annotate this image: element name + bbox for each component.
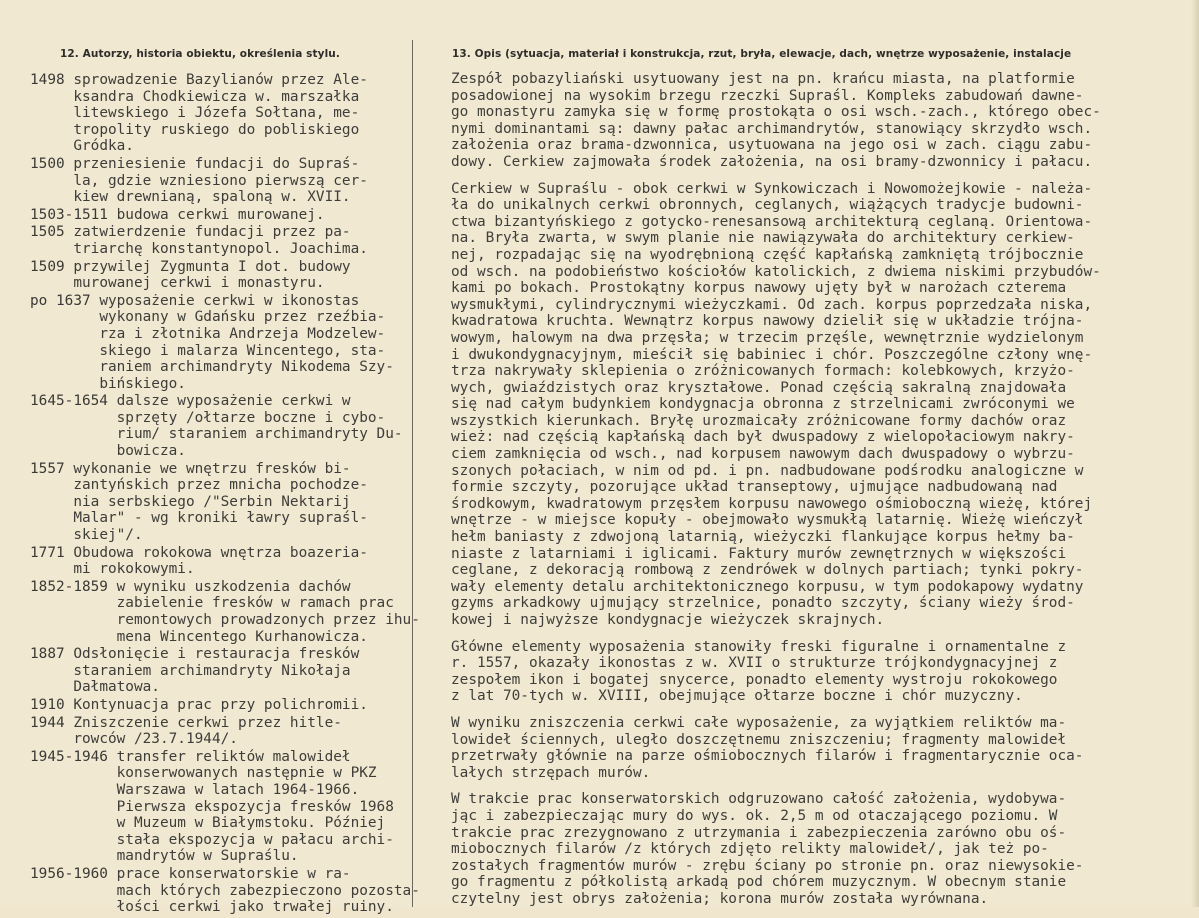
history-entry bbox=[30, 72, 420, 155]
history-entry bbox=[30, 697, 420, 714]
history-text: zatwierdzenie fundacji przez pa- triarchę konstantynopol. Joachima. bbox=[73, 224, 368, 257]
history-text: przywilej Zygmunta I dot. budowy murowanej cerkwi i monastyru. bbox=[73, 258, 351, 292]
history-year: 1505 bbox=[30, 224, 74, 241]
section-13-heading: 13. Opis (sytuacja, materiał i konstrukcja, rzut, bryła, elewacje, dach, wnętrze wyposażenie, instalacje bbox=[452, 48, 1072, 60]
history-year: 1956-1960 bbox=[30, 865, 117, 882]
history-entry bbox=[30, 749, 420, 865]
description-paragraph: W wyniku zniszczenia cerkwi całe wyposażenie, za wyjątkiem reliktów ma- lowideł ściennych, uległo doszczętnemu zniszczeniu; fragmenty malowideł przetrwały głównie na parze ośmiobocznych filarów i fragmentarycznie ocа- lałych strzępach murów. bbox=[451, 714, 1084, 781]
description-paragraph: Główne elementy wyposażenia stanowiły freski figuralne i ornamentalne z r. 1557, okazały ikonostas z w. XVII o strukturze trójkondygnacyjnej z zespołem ikon i bogatej snycerce, ponadto elementy wystroju rokokowego z lat 70-tych w. XVIII, obejmujące ołtarze boczne i chór muzyczny. bbox=[451, 638, 1067, 705]
history-entry bbox=[30, 461, 420, 544]
description-paragraph: Zespół pobazyliański usytuowany jest na pn. krańcu miasta, na platformie posadowionej na wysokim brzegu rzeczki Supraśl. Kompleks zabudowań dawne- go monastyru zamyka się w formę prostokąta o osi wsch.-zach., którego obec- nymi dominantami są: dawny pałac archimandrytów, stanowiący skrzydło wsch. założenia oraz brama-dzwonnica, usytuowana na jego osi w zach. ciągu zabu- dowy. Cerkiew zajmowała środek założenia, na osi bramy-dzwonnicy i pałacu. bbox=[451, 71, 1101, 170]
history-text: Odsłonięcie i restauracja fresków staraniem archimandryty Nikołaja Dałmatowa. bbox=[73, 646, 360, 696]
paper-edge bbox=[1191, 0, 1199, 907]
history-text: dalsze wyposażenie cerkwi w sprzęty /ołtarze boczne i cybo- rium/ staraniem archimandryty Du- bowicza. bbox=[116, 393, 403, 460]
history-entry bbox=[30, 646, 420, 696]
history-text: Kontynuacja prac przy polichromii. bbox=[73, 696, 368, 713]
history-year: 1509 bbox=[30, 258, 74, 275]
history-entry bbox=[30, 545, 420, 578]
history-year: 1498 bbox=[30, 72, 74, 88]
history-year: 1500 bbox=[30, 155, 74, 172]
history-text: Zniszczenie cerkwi przez hitle- rowców /23.7.1944/. bbox=[73, 714, 342, 748]
history-text: Obudowa rokokowa wnętrza boazeria- mi rokokowymi. bbox=[73, 544, 368, 578]
history-year: 1557 bbox=[30, 460, 74, 477]
history-year: 1852-1859 bbox=[30, 578, 117, 595]
history-year: po 1637 bbox=[30, 292, 100, 309]
description-paragraph: Cerkiew w Supraślu - obok cerkwi w Synkowiczach i Nowomożejkowie - należa- ła do unikalnych cerkwi obronnych, ceglanych, wiążących tradycje budowni- ctwa bizantyńskiego z gotycko-renesansową architekturą ceglaną. Orientowa- na. Bryła zwarta, w swym planie nie nawiązywała do architektury cerkiew- nej, rozpadając się na wyodrębnioną część kapłańską zamkniętą trójbocznie od wsch. na podobieństwo kościołów katolickich, z dwiema niskimi przybudów- kami po bokach. Prostokątny korpus nawowy ujęty był w narożach czterema wysmukłymi, cylindrycznymi wieżyczkami. Od zach. korpus poprzedzała niska, kwadratowa kruchta. Wewnątrz korpus nawowy dzielił się w układzie trójna- wowym, halowym na dwa przęsła; w trzecim przęśle, wewnętrznie wydzielonym i dwukondygnacyjnym, mieścił się babiniec i chór. Poszczególne człony wnę- trza nakrywały sklepienia o zróżnicowanych formach: kolebkowych, krzyżo- wych, gwiaździstych oraz kryształowe. Ponad częścią sakralną znajdowała się nad całym budynkiem kondygnacja obronna z strzelnicami zwróconymi we wszystkich kierunkach. Bryłę urozmaicały zróżnicowane formy dachów oraz wież: nad częścią kapłańską dach był dwuspadowy z wielopołaciowym nakry- ciem zamknięcia od wsch., nad korpusem nawowym dach dwuspadowy o wybrzu- szonych połaciach, w nim od pd. i pn. nadbudowane podśrodku analogiczne w formie szczyty, pozorujące układ transeptowy, ujmujące nadbudowaną nad środkowym, kwadratowym przęsłem korpusu nawowego ośmioboczną wieżę, której wnętrze - w miejsce kopuły - obejmowało wysmukłą latarnię. Wieżę wieńczył hełm baniasty z zdwojoną latarnią, wieżyczki flankujące korpus hełmy ba- niaste z latarniami i iglicami. Faktury murów zewnętrznych w większości ceglane, z dekoracją rombową z zendrówek w dolnych partiach; tynki pokry- wały elementy detalu architektonicznego korpusu, w tym podokapowy wydatny gzyms arkadkowy ujmujący strzelnice, ponadto szczyty, ściany wieży środ- kowej i najwyższe kondygnacje wieżyczek skrajnych. bbox=[451, 180, 1101, 628]
history-text: przeniesienie fundacji do Supraś- la, gdzie wzniesiono pierwszą cer- kiew drewnianą, spaloną w. XVII. bbox=[73, 155, 368, 206]
history-entry bbox=[30, 393, 420, 459]
history-entry bbox=[30, 866, 420, 916]
history-entry bbox=[30, 715, 420, 748]
history-year: 1887 bbox=[30, 646, 74, 663]
history-text: prace konserwatorskie w ra- mach których zabezpieczono pozosta- łości cerkwi jako trwałej ruiny. bbox=[116, 865, 420, 916]
history-year: 1645-1654 bbox=[30, 393, 117, 410]
history-text: w wyniku uszkodzenia dachów zabielenie fresków w ramach prac remontowych prowadzonych przez ihu- mena Wincentego Kurhanowicza. bbox=[116, 578, 420, 645]
history-year: 1910 bbox=[30, 696, 74, 713]
history-text: wykonanie we wnętrzu fresków bi- zantyńskich przez mnicha pochodze- nia serbskiego /"Serbin Nektarij Malar" - wg kroniki ławry supraśl- skiej"/. bbox=[73, 460, 368, 544]
history-entry bbox=[30, 156, 420, 206]
history-text: budowa cerkwi murowanej. bbox=[116, 206, 325, 223]
history-year: 1771 bbox=[30, 544, 74, 561]
history-text: sprowadzenie Bazylianów przez Ale- ksandra Chodkiewicza w. marszałka litewskiego i Józefa Sołtana, me- tropolity ruskiego do pobliskiego Gródka. bbox=[73, 72, 368, 155]
history-year: 1944 bbox=[30, 714, 74, 731]
history-text: wyposażenie cerkwi w ikonostas wykonany w Gdańsku przez rzeźbia- rza i złotnika Andrzeja Modzelew- skiego i malarza Wincentego, sta- raniem archimandryty Nikodema Szy- bińskiego. bbox=[99, 292, 394, 392]
history-entry bbox=[30, 224, 420, 257]
history-column bbox=[30, 72, 420, 917]
history-year: 1945-1946 bbox=[30, 748, 117, 765]
description-paragraph: W trakcie prac konserwatorskich odgruzowano całość założenia, wydobywa- jąc i zabezpieczając mury do wys. ok. 2,5 m od otaczającego poziomu. W trakcie prac zrezygnowano z utrzymania i zabezpieczenia zarówno obu oś- miobocznych filarów /z których zdjęto relikty malowideł/, jak też po- zostałych fragmentów murów - zrębu ściany po stronie pn. oraz niewysokie- go fragmentu z półkolistą arkadą pod chórem muzycznym. W obecnym stanie czytelny jest obrys założenia; korona murów została wyrównana. bbox=[451, 791, 1084, 907]
history-year: 1503-1511 bbox=[30, 206, 117, 223]
history-text: transfer reliktów malowideł konserwowanych następnie w PKZ Warszawa w latach 1964-1966. Pierwsza ekspozycja fresków 1968 w Muzeum w Białymstoku. Później stała ekspozycja w pałacu archi- mandrytów w Supraślu. bbox=[116, 748, 394, 865]
history-entry bbox=[30, 293, 420, 393]
history-entry bbox=[30, 579, 420, 645]
history-entry bbox=[30, 207, 420, 224]
history-entry bbox=[30, 259, 420, 292]
section-12-heading: 12. Autorzy, historia obiektu, określenia stylu. bbox=[60, 48, 340, 60]
description-column bbox=[451, 71, 1191, 918]
